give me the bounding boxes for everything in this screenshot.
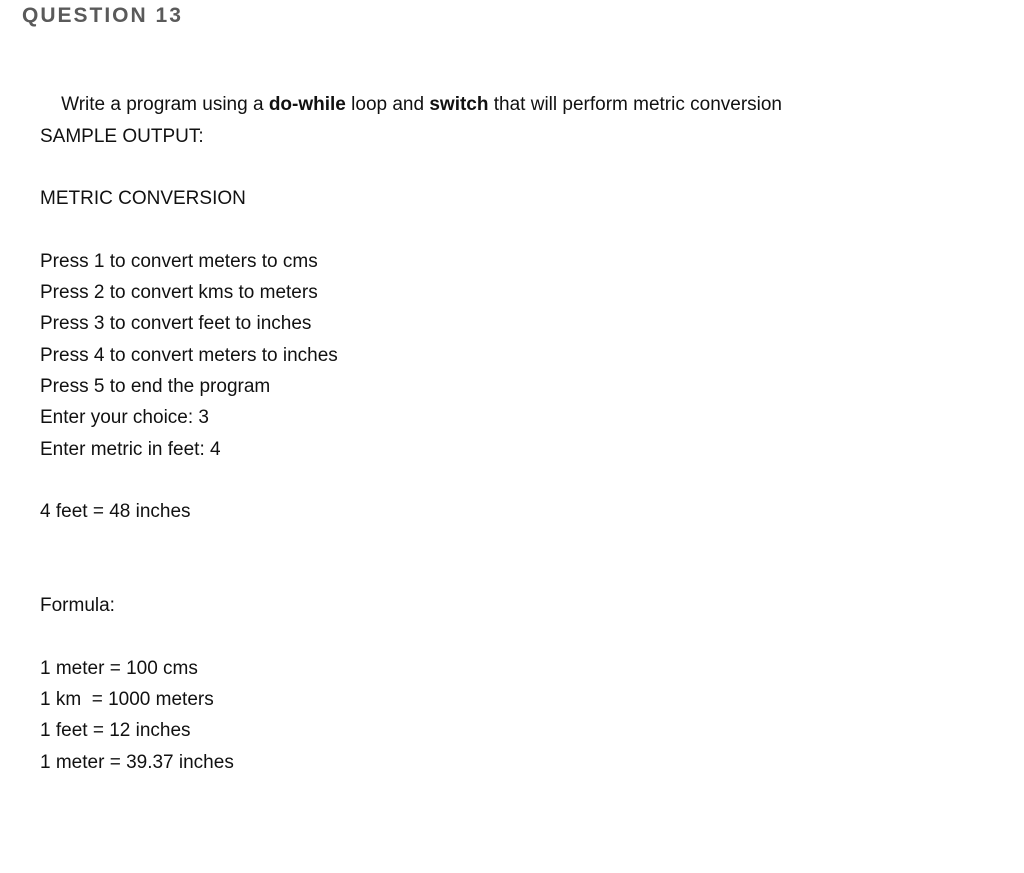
choice-line: Enter your choice: 3 — [40, 407, 209, 429]
sample-output-label: SAMPLE OUTPUT: — [40, 125, 204, 147]
spacer — [40, 214, 1000, 245]
formula-label: Formula: — [40, 595, 115, 617]
prompt-part-3: that will perform metric conversion — [488, 94, 783, 116]
sample-heading: METRIC CONVERSION — [40, 188, 246, 210]
input-line: Enter metric in feet: 4 — [40, 438, 221, 460]
prompt-text — [40, 58, 1000, 116]
formula-item: 1 km = 1000 meters — [40, 688, 214, 710]
question-title: QUESTION 13 — [22, 4, 183, 27]
formula-item: 1 meter = 39.37 inches — [40, 751, 234, 773]
prompt-part-1: Write a program using a — [61, 94, 269, 116]
menu-item: Press 4 to convert meters to inches — [40, 344, 338, 366]
menu-item: Press 2 to convert kms to meters — [40, 282, 318, 304]
menu-item: Press 1 to convert meters to cms — [40, 250, 318, 272]
result-line: 4 feet = 48 inches — [40, 501, 191, 523]
spacer — [40, 527, 1000, 590]
prompt-bold-do-while: do-while — [268, 94, 346, 116]
spacer — [40, 152, 1000, 183]
prompt-bold-switch: switch — [429, 94, 489, 116]
spacer — [40, 621, 1000, 652]
formula-item: 1 meter = 100 cms — [40, 657, 198, 679]
formula-item: 1 feet = 12 inches — [40, 720, 191, 742]
prompt-part-2: loop and — [345, 94, 430, 116]
question-body — [40, 58, 1000, 778]
spacer — [40, 465, 1000, 496]
menu-item: Press 3 to convert feet to inches — [40, 313, 312, 335]
menu-item: Press 5 to end the program — [40, 375, 271, 397]
